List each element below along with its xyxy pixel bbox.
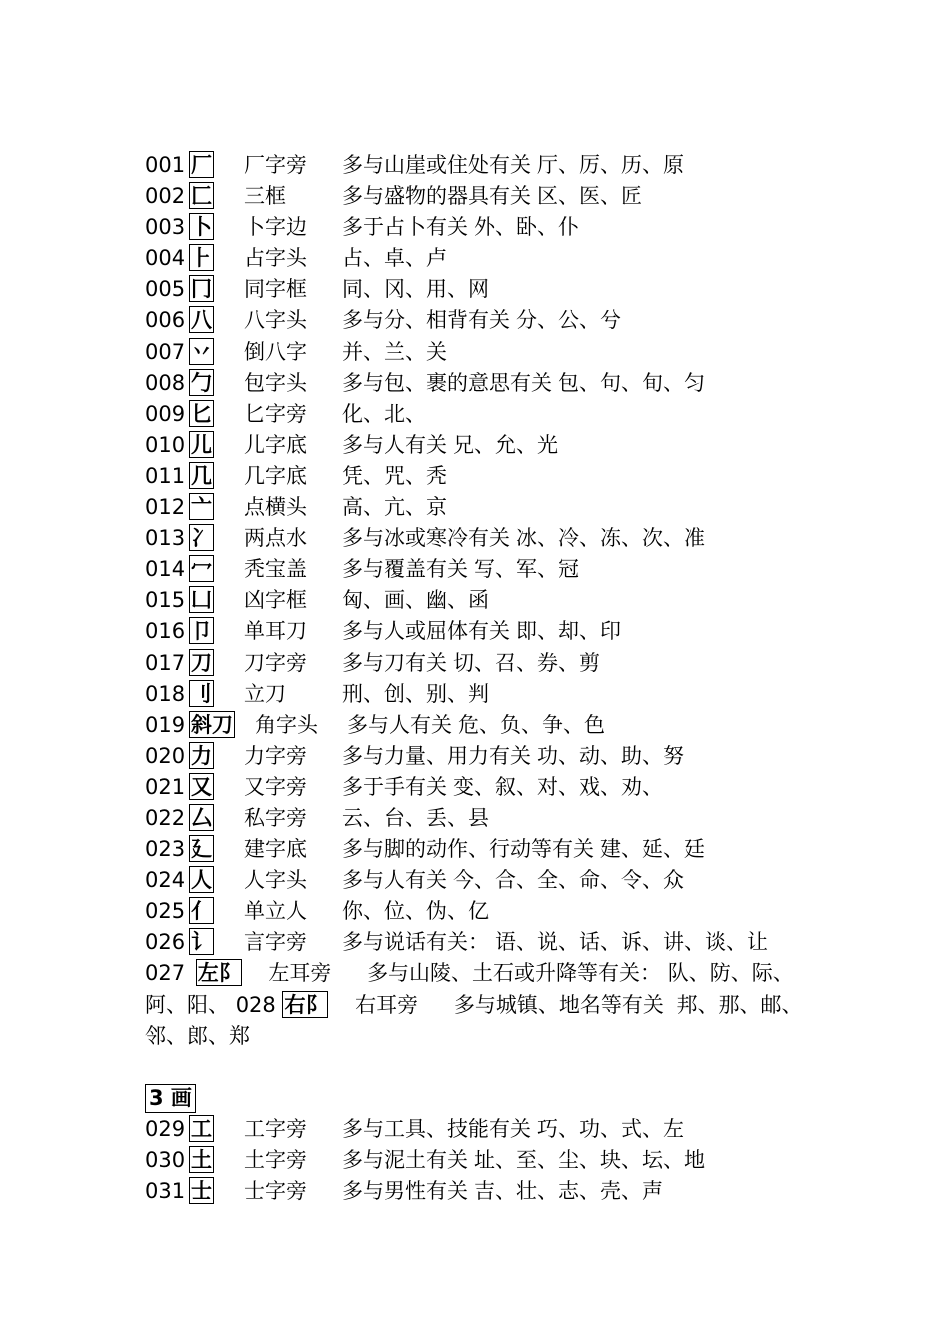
list-item-027	[145, 958, 825, 989]
entry-number: 023	[145, 837, 186, 862]
radical-name: 右耳旁	[355, 992, 419, 1017]
radical-description: 多与男性有关	[342, 1179, 468, 1203]
entry-number: 025	[145, 899, 186, 924]
radical-name: 建字底	[244, 837, 307, 862]
entry-number: 014	[145, 557, 186, 582]
entry-number: 030	[145, 1147, 186, 1172]
entry-number: 027	[145, 961, 186, 986]
radical-examples: 址、至、尘、块、坛、地	[474, 1147, 705, 1172]
radical-name: 几字底	[244, 463, 307, 488]
entry-number: 031	[145, 1179, 186, 1203]
radical-examples: 厅、厉、历、原	[537, 153, 684, 177]
radical-glyph: 冂	[191, 277, 212, 302]
entry-number: 015	[145, 588, 186, 613]
radical-name: 包字头	[244, 370, 307, 395]
radical-glyph: 左阝	[197, 961, 240, 986]
radical-glyph: 右阝	[284, 992, 327, 1017]
radical-glyph: 冫	[191, 526, 212, 551]
radical-name: 言字旁	[244, 930, 307, 955]
list-item	[145, 337, 825, 368]
radical-description: 多与人有关	[342, 868, 447, 893]
entry-number: 009	[145, 401, 186, 426]
radical-description: 多于手有关	[342, 774, 447, 799]
entry-number: 020	[145, 743, 186, 768]
entry-number: 026	[145, 930, 186, 955]
radical-name: 儿字底	[244, 432, 307, 457]
radical-glyph: 斜刀	[191, 712, 233, 737]
radical-name: 倒八字	[244, 339, 307, 364]
radical-name: 力字旁	[244, 743, 307, 768]
list-item	[145, 648, 825, 679]
section-heading	[145, 1083, 825, 1114]
radical-name: 卜字边	[244, 215, 307, 240]
radical-glyph: 卩	[191, 619, 212, 644]
entry-number: 002	[145, 184, 186, 209]
radical-examples: 语、说、话、诉、讲、谈、让	[495, 930, 768, 955]
entry-number: 017	[145, 650, 186, 675]
list-item	[145, 616, 825, 647]
list-item	[145, 150, 825, 181]
radical-glyph: 厂	[191, 153, 212, 177]
radical-name: 工字旁	[244, 1116, 307, 1141]
radical-examples: 兄、允、光	[453, 432, 558, 457]
radical-glyph: ⺊	[191, 246, 212, 271]
radical-name: 同字框	[244, 277, 307, 302]
radical-description: 多与泥土有关	[342, 1147, 468, 1172]
radical-name: 单耳刀	[244, 619, 307, 644]
radical-examples: 邦、那、邮、	[676, 992, 803, 1017]
radical-name: 凶字框	[244, 588, 307, 613]
entry-number: 011	[145, 463, 186, 488]
list-item	[145, 772, 825, 803]
entry-number: 022	[145, 805, 186, 830]
list-item	[145, 896, 825, 927]
radical-name: 刀字旁	[244, 650, 307, 675]
radical-glyph: 匚	[191, 184, 212, 209]
radical-name: 秃宝盖	[244, 557, 307, 582]
radical-examples-continued: 阿、阳、	[145, 992, 229, 1017]
radical-examples: 建、延、廷	[600, 837, 705, 862]
radical-name: 三框	[244, 184, 286, 209]
radical-examples-continued: 邻、郎、郑	[145, 1023, 250, 1048]
radical-description: 多与包、裹的意思有关	[342, 370, 552, 395]
entry-number: 008	[145, 370, 186, 395]
radical-examples: 刑、创、别、判	[342, 681, 489, 706]
radical-description: 多与冰或寒冷有关	[342, 526, 510, 551]
entry-number: 013	[145, 526, 186, 551]
radical-examples: 切、召、券、剪	[453, 650, 600, 675]
radical-examples: 匈、画、幽、函	[342, 588, 489, 613]
list-item	[145, 710, 825, 741]
radical-examples: 你、位、伪、亿	[342, 899, 489, 924]
radical-name: 私字旁	[244, 805, 307, 830]
radical-glyph: 士	[191, 1179, 212, 1203]
radical-description: 多于占卜有关	[342, 215, 468, 240]
list-item	[145, 430, 825, 461]
radical-glyph: 匕	[191, 401, 212, 426]
radical-glyph: 冖	[191, 557, 212, 582]
list-item	[145, 461, 825, 492]
entry-number: 006	[145, 308, 186, 333]
radical-name: 士字旁	[244, 1179, 307, 1203]
list-item	[145, 523, 825, 554]
list-item	[145, 865, 825, 896]
radical-description: 多与分、相背有关	[342, 308, 510, 333]
radical-glyph: 凵	[191, 588, 212, 613]
radical-name: 角字头	[255, 712, 318, 737]
radical-description: 多与力量、用力有关	[342, 743, 531, 768]
radical-name: 占字头	[244, 246, 307, 271]
entry-number: 012	[145, 495, 186, 520]
radical-name: 点横头	[244, 495, 307, 520]
radical-examples: 包、句、旬、匀	[558, 370, 705, 395]
list-item	[145, 803, 825, 834]
list-item	[145, 1114, 825, 1145]
entry-number: 001	[145, 153, 186, 177]
radical-glyph: 厶	[191, 805, 212, 830]
radical-description: 多与盛物的器具有关	[342, 184, 531, 209]
entry-number: 024	[145, 868, 186, 893]
radical-glyph: 卜	[191, 215, 212, 240]
radical-name: 人字头	[244, 868, 307, 893]
radical-examples: 冰、冷、冻、次、准	[516, 526, 705, 551]
radical-examples: 吉、壮、志、壳、声	[474, 1179, 663, 1203]
entry-number: 018	[145, 681, 186, 706]
radical-examples: 外、卧、仆	[474, 215, 579, 240]
radical-examples: 同、冈、用、网	[342, 277, 489, 302]
list-item	[145, 927, 825, 958]
radical-examples: 分、公、兮	[516, 308, 621, 333]
list-item	[145, 399, 825, 430]
radical-description: 多与人或屈体有关	[342, 619, 510, 644]
radical-glyph: 廴	[191, 837, 212, 862]
radical-examples: 占、卓、卢	[342, 246, 447, 271]
radical-name: 两点水	[244, 526, 307, 551]
entry-number: 028	[235, 992, 276, 1017]
radical-name: 土字旁	[244, 1147, 307, 1172]
radical-glyph: 刀	[191, 650, 212, 675]
list-item	[145, 679, 825, 710]
entry-number: 029	[145, 1116, 186, 1141]
list-item-028-continued	[145, 1021, 825, 1052]
radical-name: 厂字旁	[244, 153, 307, 177]
radical-name: 左耳旁	[268, 961, 332, 986]
radical-description: 多与城镇、地名等有关	[453, 992, 664, 1017]
radical-examples: 区、医、匠	[537, 184, 642, 209]
list-item	[145, 554, 825, 585]
list-item	[145, 368, 825, 399]
radical-examples: 并、兰、关	[342, 339, 447, 364]
radical-list	[145, 150, 825, 1207]
entry-number: 010	[145, 432, 186, 457]
radical-glyph: 丷	[191, 339, 212, 364]
radical-examples: 凭、咒、秃	[342, 463, 447, 488]
radical-glyph: 亠	[191, 495, 212, 520]
radical-glyph: 讠	[191, 930, 212, 955]
list-item	[145, 585, 825, 616]
radical-glyph: 亻	[191, 899, 212, 924]
radical-description: 多与山崖或住处有关	[342, 153, 531, 177]
entry-number: 019	[145, 712, 186, 737]
radical-glyph: 人	[191, 868, 212, 893]
radical-examples: 队、防、际、	[667, 961, 794, 986]
entry-number: 021	[145, 774, 186, 799]
radical-examples: 危、负、争、色	[458, 712, 605, 737]
radical-examples: 功、动、助、努	[537, 743, 684, 768]
radical-examples: 云、台、丢、县	[342, 805, 489, 830]
list-item	[145, 834, 825, 865]
list-item	[145, 492, 825, 523]
list-item	[145, 274, 825, 305]
entry-number: 004	[145, 246, 186, 271]
radical-examples: 写、军、冠	[474, 557, 579, 582]
entry-number: 016	[145, 619, 186, 644]
radical-examples: 化、北、	[342, 401, 426, 426]
radical-glyph: 八	[191, 308, 212, 333]
radical-examples: 即、却、印	[516, 619, 621, 644]
radical-glyph: 儿	[191, 432, 212, 457]
radical-examples: 变、叙、对、戏、劝、	[453, 774, 663, 799]
entry-number: 003	[145, 215, 186, 240]
radical-description: 多与刀有关	[342, 650, 447, 675]
radical-name: 又字旁	[244, 774, 307, 799]
radical-glyph: 又	[191, 774, 212, 799]
radical-name: 单立人	[244, 899, 307, 924]
list-item	[145, 305, 825, 336]
radical-description: 多与覆盖有关	[342, 557, 468, 582]
radical-glyph: 工	[191, 1116, 212, 1141]
radical-description: 多与人有关	[347, 712, 452, 737]
list-item	[145, 1176, 825, 1207]
list-item	[145, 181, 825, 212]
radical-glyph: 刂	[191, 681, 212, 706]
radical-description: 多与说话有关：	[342, 930, 489, 955]
radical-entries-group-3	[145, 1114, 825, 1207]
list-item	[145, 1145, 825, 1176]
list-item	[145, 741, 825, 772]
radical-glyph: 勹	[191, 370, 212, 395]
radical-name: 立刀	[244, 681, 286, 706]
radical-examples: 高、亢、京	[342, 495, 447, 520]
list-item-028	[145, 990, 825, 1021]
radical-description: 多与人有关	[342, 432, 447, 457]
radical-description: 多与脚的动作、行动等有关	[342, 837, 594, 862]
radical-description: 多与工具、技能有关	[342, 1116, 531, 1141]
radical-glyph: 土	[191, 1147, 212, 1172]
radical-examples: 巧、功、式、左	[537, 1116, 684, 1141]
list-item	[145, 212, 825, 243]
list-item	[145, 243, 825, 274]
stroke-count-label: 3 画	[145, 1084, 196, 1113]
radical-glyph: 力	[191, 743, 212, 768]
radical-name: 八字头	[244, 308, 307, 333]
entry-number: 005	[145, 277, 186, 302]
radical-examples: 今、合、全、命、令、众	[453, 868, 684, 893]
radical-entries-group-2	[145, 150, 825, 958]
radical-glyph: 几	[191, 463, 212, 488]
entry-number: 007	[145, 339, 186, 364]
radical-name: 匕字旁	[244, 401, 307, 426]
radical-description: 多与山陵、土石或升降等有关：	[367, 961, 662, 986]
